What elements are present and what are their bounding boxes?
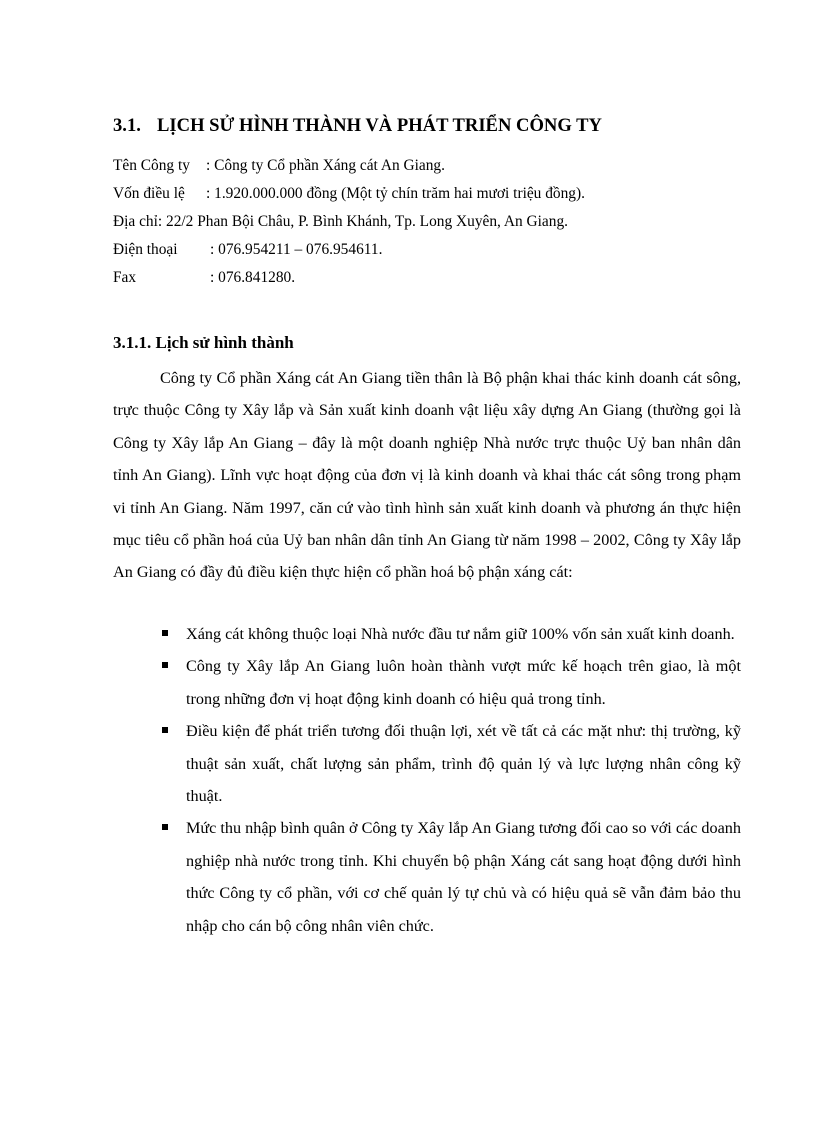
- company-name-row: [113, 152, 753, 180]
- list-item-text: Xáng cát không thuộc loại Nhà nước đầu tư nắm giữ 100% vốn sản xuất kinh doanh.: [186, 625, 735, 643]
- list-item: [113, 812, 741, 942]
- fax-label: Fax: [113, 269, 137, 286]
- phone-label: Điện thoại: [113, 241, 178, 258]
- list-item: [113, 650, 741, 715]
- address-line: Địa chỉ: 22/2 Phan Bội Châu, P. Bình Khánh, Tp. Long Xuyên, An Giang.: [113, 213, 568, 230]
- section-title: LỊCH SỬ HÌNH THÀNH VÀ PHÁT TRIỂN CÔNG TY: [157, 115, 602, 136]
- square-bullet-icon: [162, 630, 168, 636]
- address-row: [113, 208, 753, 236]
- charter-capital-row: [113, 180, 753, 208]
- phone-value: : 076.954211 – 076.954611.: [210, 241, 383, 258]
- square-bullet-icon: [162, 727, 168, 733]
- fax-row: [113, 264, 753, 292]
- phone-row: [113, 236, 753, 264]
- conditions-list: [113, 618, 741, 942]
- square-bullet-icon: [162, 824, 168, 830]
- list-item: [113, 715, 741, 812]
- list-item: [113, 618, 741, 650]
- fax-value: : 076.841280.: [210, 269, 296, 286]
- section-number: 3.1.: [113, 115, 141, 136]
- charter-capital-label: Vốn điều lệ: [113, 185, 185, 202]
- list-item-text: Điều kiện để phát triển tương đối thuận lợi, xét về tất cả các mặt như: thị trường, kỹ thuật sản xuất, chất lượng sản phẩm, trình độ quản lý và lực lượng nhân công kỹ thuật.: [186, 722, 741, 806]
- company-info-block: [113, 152, 753, 292]
- company-name-value: : Công ty Cổ phần Xáng cát An Giang.: [206, 157, 445, 174]
- list-item-text: Công ty Xây lắp An Giang luôn hoàn thành vượt mức kế hoạch trên giao, là một trong những đơn vị hoạt động kinh doanh có hiệu quả trong tỉnh.: [186, 657, 741, 708]
- charter-capital-value: : 1.920.000.000 đồng (Một tỷ chín trăm hai mươi triệu đồng).: [206, 185, 585, 202]
- section-heading: [113, 114, 753, 138]
- list-item-text: Mức thu nhập bình quân ở Công ty Xây lắp An Giang tương đối cao so với các doanh nghiệp nhà nước trong tỉnh. Khi chuyển bộ phận Xáng cát sang hoạt động dưới hình thức Công ty cổ phần, với cơ chế quản lý tự chủ và có hiệu quả sẽ vẫn đảm bảo thu nhập cho cán bộ công nhân viên chức.: [186, 819, 741, 935]
- square-bullet-icon: [162, 662, 168, 668]
- history-paragraph: Công ty Cổ phần Xáng cát An Giang tiền thân là Bộ phận khai thác kinh doanh cát sông, trực thuộc Công ty Xây lắp và Sản xuất kinh doanh vật liệu xây dựng An Giang (thường gọi là Công ty Xây lắp An Giang – đây là một doanh nghiệp Nhà nước trực thuộc Uỷ ban nhân dân tỉnh An Giang). Lĩnh vực hoạt động của đơn vị là kinh doanh và khai thác cát sông trong phạm vi tỉnh An Giang. Năm 1997, căn cứ vào tình hình sản xuất kinh doanh và phương án thực hiện mục tiêu cổ phần hoá của Uỷ ban nhân dân tỉnh An Giang từ năm 1998 – 2002, Công ty Xây lắp An Giang có đầy đủ điều kiện thực hiện cổ phần hoá bộ phận xáng cát:: [113, 369, 741, 582]
- company-name-label: Tên Công ty: [113, 157, 190, 174]
- subsection-heading: 3.1.1. Lịch sử hình thành: [113, 333, 294, 352]
